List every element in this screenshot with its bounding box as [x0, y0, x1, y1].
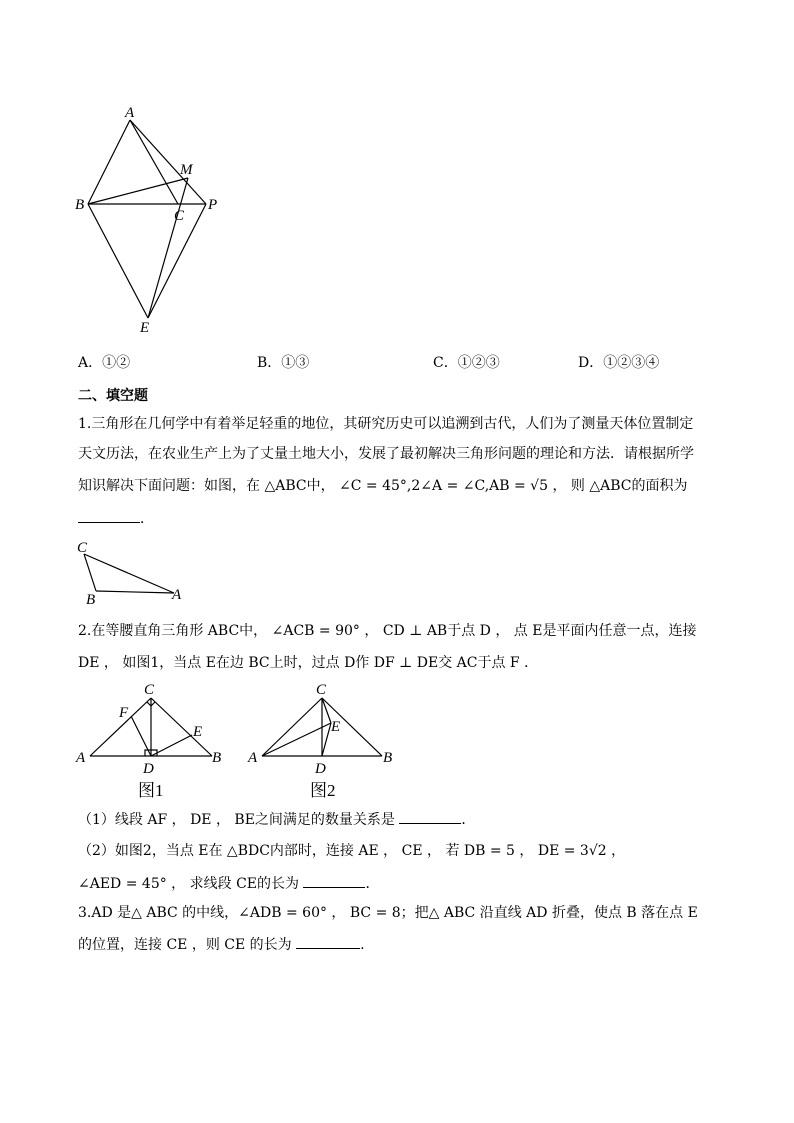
- q1-line3: 知识解决下面问题：如图，在 △ABC中， ∠C = 45°,2∠A = ∠C,AB = √5 ， 则 △ABC的面积为: [78, 478, 688, 494]
- section-title: 二、填空题: [78, 388, 148, 404]
- fig2-label-b: B: [383, 750, 393, 766]
- q2-line2: DE ， 如图1，当点 E在边 BC上时，过点 D作 DF ⊥ DE交 AC于点 F ．: [78, 655, 539, 671]
- fig2-segment-ac: [262, 698, 322, 756]
- choice-c-value: ①②③: [457, 355, 500, 371]
- q1-answer-end: ．: [140, 511, 154, 527]
- segment-me: [148, 178, 188, 318]
- fig2-label-a: A: [248, 750, 258, 766]
- choice-d: [578, 355, 659, 371]
- fig1-segment-bc: [151, 698, 212, 756]
- fig1-caption: 图1: [138, 781, 164, 800]
- q1-line1: 1.三角形在几何学中有着举足轻重的地位，其研究历史可以追溯到古代，人们为了测量天体位置制定: [78, 416, 694, 432]
- choice-b-value: ①③: [281, 355, 310, 371]
- choice-b-letter: B．: [257, 355, 282, 371]
- q3-blank[interactable]: [296, 936, 360, 949]
- fig2-label-d: D: [315, 761, 326, 777]
- q2-sub1-end: ．: [461, 812, 476, 828]
- label-e: E: [140, 320, 150, 336]
- fig2-segment-de: [322, 723, 331, 756]
- q2-figure-1: [74, 678, 234, 803]
- fig2-segment-ae: [262, 723, 331, 756]
- segment-ab: [88, 120, 130, 204]
- choice-b: [257, 355, 309, 371]
- fig2-label-c: C: [316, 682, 327, 698]
- label-m: M: [180, 162, 193, 178]
- segment-be: [88, 204, 148, 318]
- q1-answer-blank[interactable]: [78, 510, 140, 523]
- q2-sub1: [78, 811, 475, 828]
- q1-segment-cb: [84, 554, 96, 591]
- fig1-label-e: E: [193, 724, 203, 740]
- fig1-label-d: D: [143, 761, 154, 777]
- label-a: A: [125, 105, 135, 121]
- segment-bm: [88, 178, 188, 204]
- choice-a: [78, 355, 130, 371]
- q1-label-c: C: [77, 540, 88, 556]
- label-b: B: [75, 197, 85, 213]
- fig1-label-f: F: [119, 705, 129, 721]
- fig1-label-b: B: [212, 750, 222, 766]
- segment-ap: [130, 120, 206, 204]
- q2-sub2-text: ∠AED = 45° ， 求线段 CE的长为: [78, 876, 300, 892]
- choice-a-letter: A．: [78, 355, 103, 371]
- q1-line2: 天文历法，在农业生产上为了丈量土地大小，发展了最初解决三角形问题的理论和方法．请根据所学: [78, 446, 694, 462]
- fig1-label-a: A: [76, 750, 86, 766]
- figure-kite: [70, 100, 230, 340]
- q2-figure-2: [246, 678, 406, 803]
- choice-d-value: ①②③④: [603, 355, 660, 371]
- label-c: C: [174, 208, 185, 224]
- q3-line2: [78, 936, 365, 953]
- q2-sub2-line2: [78, 875, 379, 892]
- choice-c-letter: C．: [433, 355, 458, 371]
- q1-segment-ba: [96, 591, 174, 593]
- q1-answer-line: [78, 510, 154, 527]
- label-p: P: [208, 197, 218, 213]
- q3-line1: 3.AD 是△ ABC 的中线，∠ADB = 60° ， BC = 8；把△ ABC 沿直线 AD 折叠，使点 B 落在点 E: [78, 905, 698, 921]
- choice-c: [433, 355, 500, 371]
- q2-sub2-end: ．: [365, 876, 380, 892]
- q3-line2-text: 的位置，连接 CE ，则 CE 的长为: [78, 937, 292, 953]
- fig1-label-c: C: [144, 682, 155, 698]
- q2-sub2-line1: （2）如图2，当点 E在 △BDC内部时，连接 AE ， CE ， 若 DB = 5 ， DE = 3√2 ，: [78, 843, 626, 859]
- q2-sub2-blank[interactable]: [303, 875, 365, 888]
- q3-line2-end: .: [360, 937, 365, 953]
- choice-d-letter: D．: [578, 355, 604, 371]
- q2-sub1-text: （1）线段 AF ， DE ， BE之间满足的数量关系是: [78, 812, 395, 828]
- choice-a-value: ①②: [102, 355, 131, 371]
- q1-segment-ca: [84, 554, 174, 593]
- q1-label-a: A: [172, 587, 182, 603]
- fig2-label-e: E: [331, 719, 341, 735]
- q1-label-b: B: [86, 592, 96, 608]
- q2-sub1-blank[interactable]: [399, 811, 461, 824]
- q2-line1: 2.在等腰直角三角形 ABC中， ∠ACB = 90° ， CD ⊥ AB于点 D ， 点 E是平面内任意一点，连接: [78, 623, 697, 639]
- q1-triangle-figure: [74, 538, 194, 608]
- fig2-caption: 图2: [310, 781, 336, 800]
